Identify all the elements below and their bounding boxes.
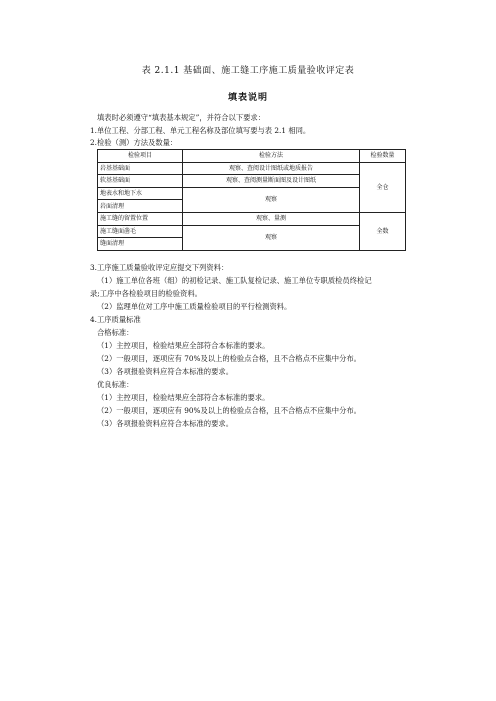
header-inspection-method: 检验方法 xyxy=(183,150,360,163)
item-3-1-text-continued: 录;工序中各检验项目的检验资料。 xyxy=(90,289,202,298)
item-3-2-text: （2）监理单位对工序中施工质量检验项目的平行检测资料。 xyxy=(97,302,292,311)
pass-standard-item: （3）各项报验资料应符合本标准的要求。 xyxy=(97,367,233,376)
table-cell-item: 施工缝面凿毛 xyxy=(98,225,183,238)
table-cell-item: 岩基基础面 xyxy=(98,162,183,175)
table-cell-method: 观察、查阅设计图纸或地质报告 xyxy=(183,162,360,175)
header-inspection-item: 检验项目 xyxy=(98,150,183,163)
item-2-text: 2.检验（测）方法及数量： xyxy=(90,138,178,147)
table-cell-item: 地表水和地下水 xyxy=(98,187,183,200)
excellent-standard-item: （3）各项报验资料应符合本标准的要求。 xyxy=(97,419,233,428)
excellent-standard-item: （1）主控项目，检验结果应全部符合本标准的要求。 xyxy=(97,393,270,402)
table-cell-item: 岩面清理 xyxy=(98,200,183,213)
table-row xyxy=(98,162,406,175)
pass-standard-heading: 合格标准： xyxy=(97,328,134,337)
table-cell-method: 观察、量测 xyxy=(183,212,360,225)
document-title: 表 2.1.1 基础面、施工缝工序施工质量验收评定表 xyxy=(141,66,355,76)
pass-standard-item: （2）一般项目，逐项应有 70%及以上的检验点合格，且不合格点不应集中分布。 xyxy=(97,354,361,363)
section-heading: 填表说明 xyxy=(227,93,268,103)
table-row xyxy=(98,175,406,188)
item-3-1-text: （1）施工单位各班（组）的初检记录、施工队复检记录、施工单位专职质检员终检记 xyxy=(97,276,372,285)
table-row xyxy=(98,187,406,200)
table-cell-item: 缝面清理 xyxy=(98,238,183,251)
table-cell-item: 施工缝的留置位置 xyxy=(98,212,183,225)
table-header-row xyxy=(98,150,406,163)
table-cell-quantity: 全仓 xyxy=(360,162,406,212)
inspection-method-table xyxy=(97,149,406,251)
table-cell-item: 软基基础面 xyxy=(98,175,183,188)
table-cell-method: 观察 xyxy=(183,225,360,250)
header-inspection-quantity: 检验数量 xyxy=(360,150,406,163)
table-cell-method: 观察、查阅测量断面图及设计图纸 xyxy=(183,175,360,188)
excellent-standard-heading: 优良标准： xyxy=(97,380,134,389)
table-cell-quantity: 全数 xyxy=(360,212,406,250)
excellent-standard-item: （2）一般项目，逐项应有 90%及以上的检验点合格，且不合格点不应集中分布。 xyxy=(97,406,361,415)
table-row xyxy=(98,225,406,238)
item-3-text: 3.工序施工质量验收评定应提交下列资料： xyxy=(90,263,229,272)
table-row xyxy=(98,212,406,225)
item-4-text: 4.工序质量标准 xyxy=(90,315,141,324)
table-cell-method: 观察 xyxy=(183,187,360,212)
pass-standard-item: （1）主控项目，检验结果应全部符合本标准的要求。 xyxy=(97,341,270,350)
intro-text: 填表时必须遵守“填表基本规定”，并符合以下要求： xyxy=(97,113,265,122)
item-1-text: 1.单位工程、分部工程、单元工程名称及部位填写要与表 2.1 相同。 xyxy=(90,126,311,135)
